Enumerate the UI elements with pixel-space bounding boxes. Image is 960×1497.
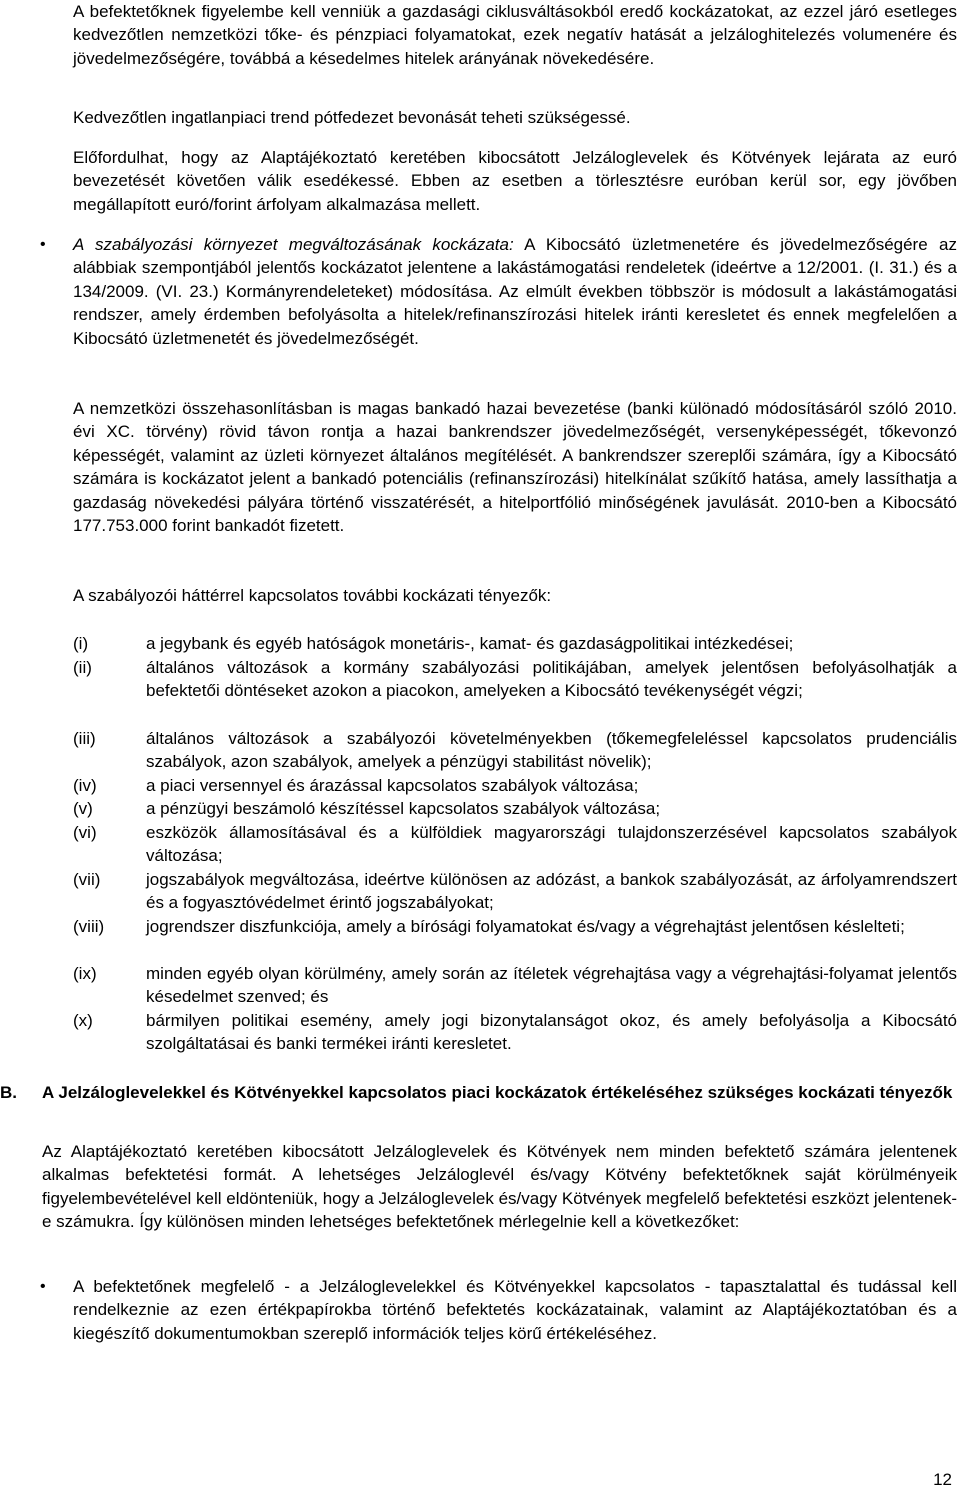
list-item-label: (vi) [73, 823, 97, 842]
section-b-paragraph: Az Alaptájékoztató keretében kibocsátott Jelzáloglevelek és Kötvények nem minden befektető számára jelentenek alkalmas befektetési formát. A lehetséges Jelzáloglevél és/vagy Kötvény befektetőknek saját körülményeik figyelembevételével kell eldönteniük, hogy a Jelzáloglevelek és/vagy Kötvények megfelelő befektetési eszközt jelentenek-e számukra. Így különösen minden lehetséges befektetőnek mérlegelnie kell a következőket: [42, 1142, 957, 1232]
list-item-text: jogszabályok megváltozása, ideértve különösen az adózást, a bankok szabályozását, az árfolyamrendszert és a fogyasztóvédelmet érintő jogszabályokat; [146, 870, 957, 913]
list-item-label: (vii) [73, 870, 101, 889]
section-b-bullet-investor-experience: A befektetőnek megfelelő - a Jelzáloglevelekkel és Kötvényekkel kapcsolatos - tapasztalattal és tudással kell rendelkeznie az ezen értékpapírokba történő befektetés kockázatainak, valamint az Alaptájékoztatóban és a kiegészítő dokumentumokban szereplő információk teljes körű értékeléséhez. [73, 1277, 957, 1343]
list-item-label: (iv) [73, 776, 97, 795]
list-item-text: eszközök államosításával és a külföldiek magyarországi tulajdonszerzésével kapcsolatos szabályok változása; [146, 823, 957, 866]
paragraph-real-estate-trend: Kedvezőtlen ingatlanpiaci trend pótfedezet bevonását teheti szükségessé. [73, 108, 631, 127]
paragraph-bank-tax: A nemzetközi összehasonlításban is magas bankadó hazai bevezetése (banki különadó módosításáról szóló 2010. évi XC. törvény) rövid távon rontja a hazai bankrendszer jövedelmezőségét, versenyképességét, tőkevonzó képességét, valamint az üzleti környezet általános megítélését. A bankrendszer szereplői számára, így a Kibocsátó számára is kockázatot jelent a bankadó potenciális (refinanszírozási) hitelkínálat szűkítő hatása, amely lassíthatja a gazdaság növekedési pályára történő visszatérését, a hitelportfólió minőségének javulását. 2010-ben a Kibocsátó 177.753.000 forint bankadót fizetett. [73, 399, 957, 536]
section-b-label: B. [0, 1083, 17, 1102]
paragraph-economic-cycle-risk: A befektetőknek figyelembe kell venniük a gazdasági ciklusváltásokból eredő kockázatokat, az ezzel járó esetleges kedvezőtlen nemzetközi tőke- és pénzpiaci folyamatokat, ezek negatív hatását a jelzáloghitelezés volumenére és jövedelmezőségére, továbbá a késedelmes hitelek arányának növekedésére. [73, 2, 957, 68]
paragraph-regulatory-factors-intro: A szabályozói háttérrel kapcsolatos további kockázati tényezők: [73, 586, 552, 605]
list-item-label: (x) [73, 1011, 93, 1030]
regulatory-risk-heading: A szabályozási környezet megváltozásának kockázata: [73, 235, 514, 254]
section-b-title: A Jelzáloglevelekkel és Kötvényekkel kapcsolatos piaci kockázatok értékeléséhez szükséges kockázati tényezők [42, 1083, 953, 1102]
list-item-text: a pénzügyi beszámoló készítéssel kapcsolatos szabályok változása; [146, 799, 661, 818]
page-number: 12 [933, 1470, 952, 1489]
regulatory-risk-text: A Kibocsátó üzletmenetére és jövedelmezőségére az alábbiak szempontjából jelentős kockázatot jelentene a lakástámogatási rendeletek (ideértve a 12/2001. (I. 31.) és a 134/2009. (VI. 23.) Kormányrendeleteket) módosítása. Az elmúlt években többször is módosult a lakástámogatási rendszer, amely érdemben befolyásolta a hitelek/refinanszírozási hitelek iránti keresletet és ennek megfelelően a Kibocsátó üzletmenetét és jövedelmezőségét. [73, 235, 957, 348]
list-item-text: a piaci versennyel és árazással kapcsolatos szabályok változása; [146, 776, 639, 795]
list-item-label: (viii) [73, 917, 105, 936]
bullet-dot: • [40, 236, 46, 253]
list-item-text: általános változások a szabályozói követelményekben (tőkemegfeleléssel kapcsolatos prudenciális szabályok, azon szabályok, amelyek a pénzügyi stabilitást növelik); [146, 729, 957, 772]
paragraph-regulatory-risk [73, 233, 957, 350]
list-item-text: minden egyéb olyan körülmény, amely során az ítéletek végrehajtása vagy a végrehajtási-folyamat jelentős késedelmet szenved; és [146, 964, 957, 1007]
list-item-label: (v) [73, 799, 93, 818]
list-item-label: (ix) [73, 964, 97, 983]
list-item-text: bármilyen politikai esemény, amely jogi bizonytalanságot okoz, és amely befolyásolja a Kibocsátó szolgáltatásai és banki termékei iránti keresletet. [146, 1011, 957, 1054]
list-item-label: (iii) [73, 729, 96, 748]
list-item-label: (i) [73, 634, 89, 653]
list-item-label: (ii) [73, 658, 92, 677]
list-item-text: jogrendszer diszfunkciója, amely a bírósági folyamatokat és/vagy a végrehajtást jelentősen késlelteti; [146, 917, 905, 936]
bullet-dot: • [40, 1278, 46, 1295]
list-item-text: a jegybank és egyéb hatóságok monetáris-, kamat- és gazdaságpolitikai intézkedései; [146, 634, 794, 653]
paragraph-euro-introduction: Előfordulhat, hogy az Alaptájékoztató keretében kibocsátott Jelzáloglevelek és Kötvények lejárata az euró bevezetését követően válik esedékessé. Ebben az esetben a törlesztésre euróban kerül sor, egy jövőben megállapított euró/forint árfolyam alkalmazása mellett. [73, 148, 957, 214]
list-item-text: általános változások a kormány szabályozási politikájában, amelyek jelentősen befolyásolhatják a befektetői döntéseket azokon a piacokon, amelyeken a Kibocsátó tevékenységét végzi; [146, 658, 957, 701]
